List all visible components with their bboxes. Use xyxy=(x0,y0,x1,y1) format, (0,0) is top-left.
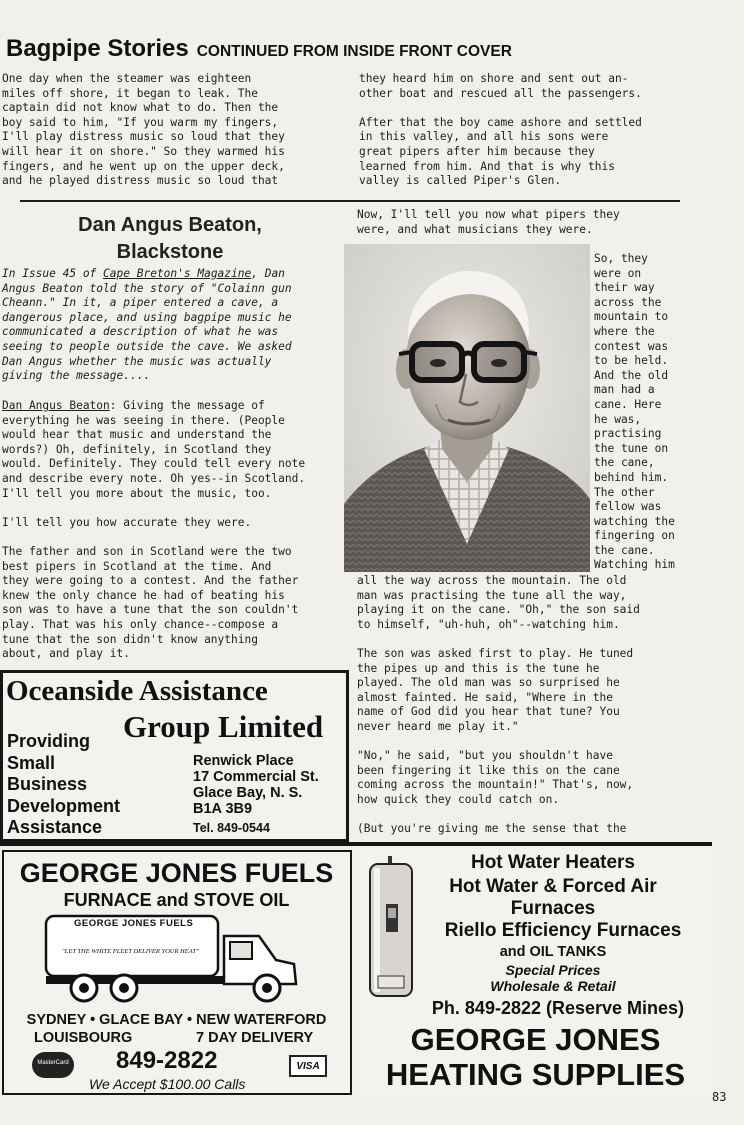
ad-george-jones-heating xyxy=(358,850,713,1095)
text-line: cane. Here xyxy=(594,397,662,411)
portrait-of-dan-angus-beaton xyxy=(344,244,590,572)
text-line: were on xyxy=(594,266,642,280)
heating-wholesale: Wholesale & Retail xyxy=(490,978,616,994)
text-line: I'll tell you more about the music, too. xyxy=(2,486,272,500)
text-line: The father and son in Scotland were the two xyxy=(2,544,292,558)
heating-line-2: Furnaces xyxy=(510,898,596,919)
text-line: to himself, "uh-huh, oh"--watching him. xyxy=(357,617,620,631)
text-line: Angus Beaton told the story of "Colainn gun xyxy=(2,281,292,295)
heating-tanks: and OIL TANKS xyxy=(499,944,607,960)
oceanside-name-line1: Oceanside Assistance xyxy=(6,675,268,707)
text-line: coming across the mountain!" That's, now, xyxy=(357,778,634,792)
text-line xyxy=(2,267,352,282)
text-line: fingering on xyxy=(594,529,675,543)
heating-special-prices: Special Prices xyxy=(505,962,601,978)
text-line: knew the only chance he had of beating his xyxy=(2,588,285,602)
text-line: and he played distress music so loud that xyxy=(2,174,279,188)
text-line: he was, xyxy=(594,412,642,426)
intro-text: , Dan xyxy=(251,267,285,280)
text-line: I'll tell you how accurate they were. xyxy=(2,515,252,529)
text-line: will hear it on shore." So they warmed his xyxy=(2,144,285,158)
portrait-photo xyxy=(344,244,590,572)
text-line: all the way across the mountain. The old xyxy=(357,574,627,587)
page-header xyxy=(6,35,706,67)
text-line: tune that the son didn't know anything xyxy=(2,632,258,646)
text-line: I'll play distress music so loud that they xyxy=(2,130,285,144)
text-line: man had a xyxy=(594,383,655,397)
oceanside-name-line2: Group Limited xyxy=(123,709,324,744)
ad-oceanside-assistance xyxy=(0,670,349,842)
fuels-delivery: 7 DAY DELIVERY xyxy=(196,1030,314,1046)
text-line: would hear that music and understand the xyxy=(2,428,272,442)
top-right-column xyxy=(359,72,719,189)
text-line: And the old xyxy=(594,368,669,382)
service-line: Business xyxy=(7,774,88,794)
text-line: watching the xyxy=(594,514,675,528)
text-line: dangerous place, and using bagpipe music he xyxy=(2,310,292,324)
text-line: captain did not know what to do. Then the xyxy=(2,101,279,115)
visa-icon xyxy=(289,1055,327,1077)
text-line: The son was asked first to play. He tuned xyxy=(357,646,634,660)
mastercard-label: MasterCard xyxy=(37,1060,69,1066)
oceanside-tel: Tel. 849-0544 xyxy=(193,821,270,835)
text-line xyxy=(2,399,354,414)
article-heading-line1: Dan Angus Beaton, xyxy=(78,214,262,236)
service-line: Development xyxy=(7,795,121,816)
visa-label: VISA xyxy=(296,1060,320,1072)
text-line: were, and what musicians they were. xyxy=(357,222,593,236)
continued-note: CONTINUED FROM INSIDE FRONT COVER xyxy=(196,43,512,60)
address-line: Glace Bay, N. S. xyxy=(193,785,303,801)
text-line: learned from him. And that is why this xyxy=(359,159,615,173)
text-line: name of God did you hear that tune? You xyxy=(357,705,620,719)
text-line: and describe every note. Oh yes--in Scotland. xyxy=(2,471,306,485)
truck-slogan: "LET THE WHITE FLEET DELIVER YOUR HEAT" xyxy=(62,948,199,955)
text-line: mountain to xyxy=(594,310,669,324)
text-line: the cane, xyxy=(594,456,655,470)
text-line: Watching him xyxy=(594,558,675,572)
text-beside-photo xyxy=(594,252,724,573)
text-line: The other xyxy=(594,485,655,499)
mastercard-icon xyxy=(32,1052,74,1078)
oceanside-services xyxy=(7,731,120,839)
fuels-towns-line1: SYDNEY • GLACE BAY • NEW WATERFORD xyxy=(26,1012,327,1028)
text-line: giving the message.... xyxy=(2,369,151,383)
text-line: the cane. xyxy=(594,543,655,557)
address-line: B1A 3B9 xyxy=(193,801,253,817)
article-left-body xyxy=(2,399,354,662)
text-line: fellow was xyxy=(594,500,662,514)
fuel-truck-illustration xyxy=(44,912,304,1007)
page-number: 83 xyxy=(712,1090,727,1104)
fuels-subtitle: FURNACE and STOVE OIL xyxy=(63,890,290,910)
heating-line-0: Hot Water Heaters xyxy=(470,852,635,873)
text-line: man was practising the tune all the way, xyxy=(357,588,627,602)
text-line: played. The old man was so surprised he xyxy=(357,676,620,690)
text-line: playing it on the cane. "Oh," the son said xyxy=(357,603,640,617)
top-left-column xyxy=(2,72,352,189)
text-line: "No," he said, "but you shouldn't have xyxy=(357,749,613,763)
text-line: (But you're giving me the sense that the xyxy=(357,822,627,836)
text-line: the tune on xyxy=(594,441,669,455)
heating-phone: Ph. 849-2822 (Reserve Mines) xyxy=(431,998,685,1018)
article-intro xyxy=(2,267,352,384)
text-line: how quick they could catch on. xyxy=(357,792,560,806)
article-series-title: Bagpipe Stories xyxy=(6,35,189,62)
text-line: would. Definitely. They could tell every note xyxy=(2,457,306,471)
ads-divider xyxy=(0,842,712,846)
article-heading xyxy=(10,212,330,266)
text-line: words?) Oh, definitely, in Scotland they xyxy=(2,442,272,456)
text-line: about, and play it. xyxy=(2,647,130,661)
address-line: Renwick Place xyxy=(193,753,294,769)
section-divider xyxy=(20,200,680,202)
fuels-title: GEORGE JONES FUELS xyxy=(19,858,334,888)
text-line: valley is called Piper's Glen. xyxy=(359,174,562,188)
magazine-title: Cape Breton's Magazine xyxy=(103,267,252,280)
service-line: Providing xyxy=(7,731,91,751)
oceanside-address xyxy=(193,753,319,817)
text-line: best pipers in Scotland at the time. And xyxy=(2,559,272,573)
text-line: son was to have a tune that the son couldn't xyxy=(2,603,299,617)
heating-name-line2: HEATING SUPPLIES xyxy=(385,1057,686,1092)
text-line: miles off shore, it began to leak. The xyxy=(2,86,258,100)
text-line: behind him. xyxy=(594,470,669,484)
text-line: they were going to a contest. And the father xyxy=(2,574,299,588)
service-line: Assistance xyxy=(7,817,103,837)
text-line: boy said to him, "If you warm my fingers, xyxy=(2,115,279,129)
text-line: they heard him on shore and sent out an- xyxy=(359,72,629,85)
text-line: After that the boy came ashore and settled xyxy=(359,115,642,129)
text-line: their way xyxy=(594,281,655,295)
text-line: the pipes up and this is the tune he xyxy=(357,661,600,675)
ad-george-jones-fuels xyxy=(2,850,352,1095)
text-line: never heard me play it." xyxy=(357,719,519,733)
speaker-name: Dan Angus Beaton xyxy=(2,399,110,412)
truck-company-name: GEORGE JONES FUELS xyxy=(74,918,194,929)
fuels-phone: 849-2822 xyxy=(116,1047,218,1074)
text-line: great pipers after him because they xyxy=(359,144,595,158)
text-line: So, they xyxy=(594,252,648,265)
article-right-body xyxy=(357,574,727,837)
heating-name-line1: GEORGE JONES xyxy=(410,1022,661,1057)
text-line: to be held. xyxy=(594,354,669,368)
text-line: almost fainted. He said, "Where in the xyxy=(357,690,613,704)
text-line: practising xyxy=(594,427,662,441)
heating-line-3: Riello Efficiency Furnaces xyxy=(444,920,682,941)
fuels-town-louisbourg: LOUISBOURG xyxy=(34,1030,133,1046)
intro-text: In Issue 45 of xyxy=(2,267,104,280)
address-line: 17 Commercial St. xyxy=(193,769,319,785)
text-line: play. That was his only chance--compose a xyxy=(2,617,279,631)
text-line: everything he was seeing in there. (People xyxy=(2,413,285,427)
text-line: seeing to people outside the cave. We asked xyxy=(2,339,292,353)
text-line: other boat and rescued all the passengers. xyxy=(359,86,642,100)
text-line: contest was xyxy=(594,339,669,353)
article-right-intro xyxy=(357,208,717,237)
text-line: Now, I'll tell you now what pipers they xyxy=(357,208,620,221)
speaker-text: : Giving the message of xyxy=(109,399,265,412)
text-line: communicated a description of what he was xyxy=(2,325,279,339)
text-line: been fingering it like this on the cane xyxy=(357,763,620,777)
text-line: Cheann." In it, a piper entered a cave, a xyxy=(2,296,279,310)
text-line: across the xyxy=(594,295,662,309)
text-line: where the xyxy=(594,324,655,338)
heating-line-1: Hot Water & Forced Air xyxy=(449,876,657,897)
text-line: fingers, and he went up on the upper deck, xyxy=(2,159,285,173)
text-line: One day when the steamer was eighteen xyxy=(2,72,252,85)
text-line: in this valley, and all his sons were xyxy=(359,130,609,144)
fuels-accept: We Accept $100.00 Calls xyxy=(89,1076,246,1092)
article-heading-line2: Blackstone xyxy=(116,241,224,263)
text-line: Dan Angus whether the music was actually xyxy=(2,354,272,368)
service-line: Small xyxy=(7,752,56,773)
